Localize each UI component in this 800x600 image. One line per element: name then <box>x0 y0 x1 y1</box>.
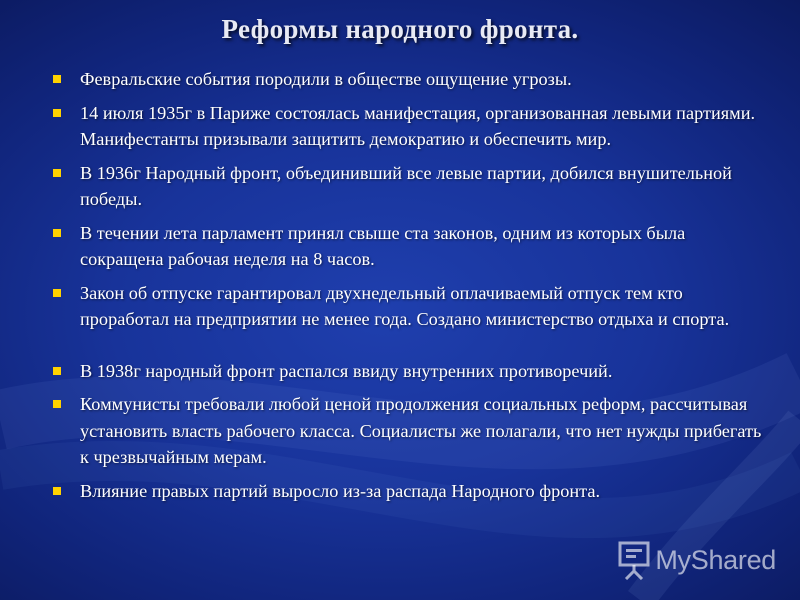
bullet-item <box>52 391 764 471</box>
square-bullet-icon <box>53 289 61 297</box>
square-bullet-icon <box>53 109 61 117</box>
square-bullet-icon <box>53 367 61 375</box>
bullet-text: Коммунисты требовали любой ценой продолжения социальных реформ, рассчитывая установить власть рабочего класса. Социалисты же полагали, что нет нужды прибегать к чрезвычайным мерам. <box>80 394 762 467</box>
bullet-item <box>52 358 764 385</box>
bullet-text: В течении лета парламент принял свыше ста законов, одним из которых была сокращена рабочая неделя на 8 часов. <box>80 222 686 269</box>
bullet-text: В 1938г народный фронт распался ввиду внутренних противоречий. <box>80 360 613 381</box>
presentation-board-icon <box>617 540 651 580</box>
watermark <box>617 540 776 580</box>
square-bullet-icon <box>53 229 61 237</box>
bullet-text: 14 июля 1935г в Париже состоялась манифестация, организованная левыми партиями. Манифестанты призывали защитить демократию и обеспечить мир. <box>80 102 756 149</box>
bullet-item <box>52 66 764 93</box>
bullet-text: Закон об отпуске гарантировал двухнедельный оплачиваемый отпуск тем кто проработал на предприятии не менее года. Создано министерство отдыха и спорта. <box>80 282 730 329</box>
bullet-item <box>52 280 764 333</box>
square-bullet-icon <box>53 169 61 177</box>
watermark-text: MyShared <box>655 544 776 575</box>
square-bullet-icon <box>53 487 61 495</box>
bullet-text: Февральские события породили в обществе ощущение угрозы. <box>80 69 572 89</box>
bullet-item <box>52 100 764 153</box>
square-bullet-icon <box>53 75 61 83</box>
bullet-item <box>52 220 764 273</box>
bullet-text: Влияние правых партий выросло из-за распада Народного фронта. <box>80 480 601 501</box>
slide-title: Реформы народного фронта. <box>221 14 579 44</box>
bullet-text: В 1936г Народный фронт, объединивший все левые партии, добился внушительной победы. <box>80 162 732 209</box>
bullet-list <box>52 66 764 504</box>
bullet-item <box>52 478 764 505</box>
bullet-item <box>52 160 764 213</box>
square-bullet-icon <box>53 400 61 408</box>
